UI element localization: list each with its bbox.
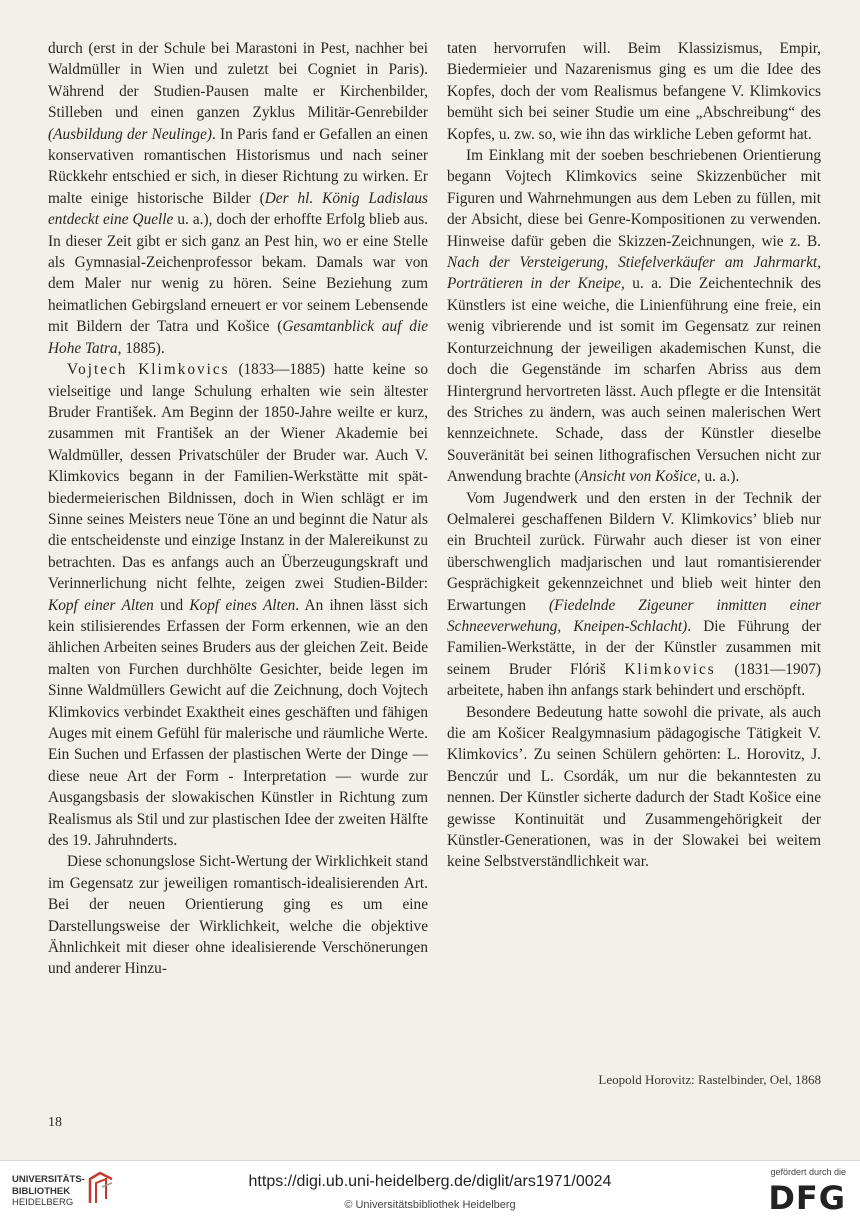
paragraph <box>447 488 821 702</box>
spaced-name: Vojtech Klimkovics <box>67 361 230 379</box>
spaced-name: Klimkovics <box>624 660 716 678</box>
paragraph <box>447 702 821 873</box>
page-number: 18 <box>48 1115 62 1130</box>
text-run: Vom Jugendwerk und den ersten in der Technik der Oelmalerei geschaffenen Bildern V. Klimkovics’ blieb nur ein Bruchteil zurück. Fürwahr auch dieser ist von einer überschwenglich madjarischen und laut romantisierender Gesprächigkeit gekennzeichnet und blieb weit hinter den Erwartungen <box>447 489 821 614</box>
viewer-footer <box>0 1160 860 1223</box>
text-column-right <box>447 38 821 873</box>
text-run: durch (erst in der Schule bei Marastoni in Pest, nachher bei Waldmüller in Wien und zuletzt bei Cogniet in Paris). Während der Studien-Pausen malte er Kirchenbilder, Stilleben und einen ganzen Zyklus Militär-Genrebilder <box>48 40 428 122</box>
italic-title: Ansicht von Košice <box>579 468 697 486</box>
text-run: , 1885). <box>117 339 165 357</box>
italic-title: Kopf eines Alten <box>189 596 296 614</box>
copyright-notice: © Universitätsbibliothek Heidelberg <box>344 1199 516 1211</box>
text-run: , u. a. Die Zeichentechnik des Künstlers ist eine weiche, die Linienführung eine freie, ein wenig vibrierende und ist somit im Gegensatz zur reinen Konturzeichnung der jeweiligen akademischen Kunst, die doch die Gegenstände im scharfen Abriss aus dem Hintergrund hervortreten lässt. Auch pflegte er die Intensität des Striches zu ändern, was auch seinen malerischen Wert kennzeichnete. Schade, dass der Künstler dieselbe Souveränität bei seinen lithografischen Versuchen nicht zur Anwendung brachte ( <box>447 275 821 486</box>
italic-title: Der hl. König Ladislaus entdeckt eine Quelle <box>48 189 429 229</box>
italic-title: Nach der Versteigerung, Stiefelverkäufer am Jahrmarkt, Porträtieren in der Kneipe <box>447 254 821 293</box>
paragraph <box>447 145 821 488</box>
dfg-logo[interactable]: DFG <box>768 1179 846 1217</box>
paragraph <box>48 359 428 851</box>
text-run: . Die Führung der Familien-Werkstätte, in der der Künstler zusammen mit seinem Bruder Flóriš <box>447 617 821 678</box>
paragraph <box>48 38 428 359</box>
text-run: , u. a.). <box>696 468 740 486</box>
italic-title: (Ausbildung der Neulinge) <box>48 125 212 143</box>
figure-caption: Leopold Horovitz: Rastelbinder, Oel, 1868 <box>598 1072 821 1087</box>
funding-note: gefördert durch die <box>770 1167 846 1177</box>
text-run: taten hervorrufen will. Beim Klassizismus, Empir, Biedermieier und Nazarenismus ging es um die Idee des Kopfes, doch der vom Realismus befangene V. Klimkovics bemüht sich bei seiner Studie um eine „Abschreibung“ des Kopfes, u. zw. so, wie ihn das wirkliche Leben geformt hat. <box>447 40 821 143</box>
text-run: u. a.), doch der erhoffte Erfolg blieb aus. In dieser Zeit gibt er sich ganz an Pest hin, wo er eine Stelle als Gymnasial-Zeichenprofessor bekam. Damals war von dem Maler nur wenig zu hören. Seine Beziehung zum heimatlichen Gebirgsland erneuert er vor seinem Lebensende mit Bildern der Tatra und Košice ( <box>48 211 428 336</box>
text-column-left <box>48 38 428 980</box>
italic-title: Kopf einer Alten <box>48 596 154 614</box>
permalink-url[interactable]: https://digi.ub.uni-heidelberg.de/diglit/ars1971/0024 <box>248 1173 612 1190</box>
text-run: Besondere Bedeutung hatte sowohl die private, als auch die am Košicer Realgymnasium pädagogische Tätigkeit V. Klimkovics’. Zu seinen Schülern gehörten: L. Horovitz, J. Benczúr und L. Csordák, um nur die bekanntesten zu nennen. Der Künstler sicherte dadurch der Stadt Košice eine gewisse Kontinuität und Zusammengehörigkeit der Künstler-Generationen, was in der Slowakei bei weitem keine Selbstverständlichkeit war. <box>447 703 821 871</box>
italic-title: (Fiedelnde Zigeuner inmitten einer Schneeverwehung, Kneipen-Schlacht) <box>447 596 822 635</box>
text-run: . An ihnen lässt sich kein stilisierendes Erfassen der Form erkennen, wie an den ählichen Arbeiten seines Bruders aus der gleichen Zeit. Beide malten von Furchen durchhölte Gesichter, beide legen im Sinne Waldmüllers Gewicht auf die Zeichnung, doch Vojtech Klimkovics verbindet Exaktheit eines geschäften und fähigen Auges mit einem Gefühl für malerische und räumliche Werte. Ein Suchen und Erfassen der plastischen Werte der Dinge — diese neue Art der Form - Interpretation — wurde zur Ausgangsbasis der slowakischen Künstler in Richtung zum Realismus als Stil und zur plastischen Idee der zweiten Hälfte des 19. Jahruhnderts. <box>48 596 428 850</box>
text-run: Diese schonungslose Sicht-Wertung der Wirklichkeit stand im Gegensatz zur jeweiligen romantisch-idealisierenden Art. Bei der neuen Orientierung ging es um eine Darstellungsweise der Wirklichkeit, welche die objektive Ähnlichkeit mit dieser ohne idealisierende Verschönerungen und anderer Hinzu- <box>48 853 428 978</box>
library-logo-text[interactable]: UNIVERSITÄTS- BIBLIOTHEK HEIDELBERG <box>12 1174 85 1208</box>
paragraph <box>48 851 428 979</box>
text-run: (1833—1885) hatte keine so vielseitige und lange Schulung erhalten wie sein ältester Bruder František. Am Beginn der 1850-Jahre weilte er kurz, zusammen mit František an der Wiener Akademie bei Waldmüller, dessen Privatschüler der Bruder war. Auch V. Klimkovics begann in der Familien-Werkstätte mit spät-biedermeierischen Bildnissen, doch in Wien schlägt er im Sinne seines Meisters neue Töne an und beginnt die Natur als die entscheidenste und einzige Instanz in der Malereikunst zu betrachten. Das es anfangs auch an Überzeugungskraft und Verinnerlichung nicht felhte, zeigen zwei Studien-Bilder: <box>48 361 428 593</box>
text-run: Im Einklang mit der soeben beschriebenen Orientierung begann Vojtech Klimkovics seine Skizzenbücher mit Figuren und Wahrnehmungen aus dem Leben zu füllen, mit der Absicht, diese bei Genre-Kompositionen zu verwenden. Hinweise dafür geben die Skizzen-Zeichnungen, wie z. B. <box>447 147 821 250</box>
paragraph <box>447 38 821 145</box>
text-run: . In Paris fand er Gefallen an einen konservativen romantischen Historismus und nach seiner Rückkehr entschied er sich, in dieser Richtung zu wirken. Er malte einige historische Bilder ( <box>48 125 428 207</box>
text-run: und <box>153 596 190 614</box>
italic-title: Gesamtanblick auf die Hohe Tatra <box>48 318 428 357</box>
text-run: (1831—1907) arbeitete, haben ihn anfangs stark behindert und erschöpft. <box>447 660 821 700</box>
